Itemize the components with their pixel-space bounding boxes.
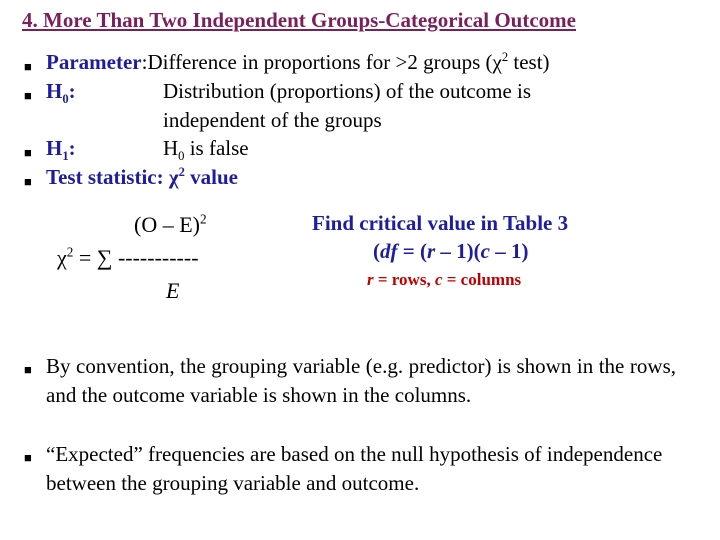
h0-label xyxy=(46,79,76,107)
rows-columns-note xyxy=(367,270,521,290)
test-statistic-label: Test statistic: xyxy=(46,165,164,189)
critical-value-heading: Find critical value in Table 3 xyxy=(312,211,569,235)
note-convention: By convention, the grouping variable (e.g. predictor) is shown in the rows, and the outcome variable is shown in the columns. xyxy=(46,354,676,407)
parameter-line xyxy=(46,50,550,75)
h1-text xyxy=(163,136,249,164)
degrees-of-freedom xyxy=(373,239,528,264)
h1-label xyxy=(46,136,76,164)
parameter-label: Parameter xyxy=(46,50,142,74)
h0-text-line1: Distribution (proportions) of the outcome is xyxy=(163,79,532,103)
chi-symbol: χ xyxy=(492,50,502,74)
test-statistic-line xyxy=(46,165,238,190)
test-statistic-value: value xyxy=(184,165,238,189)
rows-r: r xyxy=(367,270,374,289)
test-statistic-chi: χ xyxy=(168,165,179,189)
h1-colon: : xyxy=(68,136,76,160)
h0-letter: H xyxy=(46,79,63,103)
df-end: – 1) xyxy=(489,239,529,263)
h1-text-rest: is false xyxy=(184,136,249,160)
bullet-icon: ■ xyxy=(24,450,32,465)
df-mid: = ( xyxy=(397,239,427,263)
bullet-icon: ■ xyxy=(24,174,32,189)
test-statistic-superscript: 2 xyxy=(178,165,185,179)
bullet-icon: ■ xyxy=(24,59,32,74)
h1-subscript: 1 xyxy=(62,149,69,164)
formula-numerator-text: (O – E) xyxy=(134,212,200,237)
parameter-colon: : xyxy=(141,50,148,74)
df-open: ( xyxy=(373,239,380,263)
slide-title: 4. More Than Two Independent Groups-Categorical Outcome xyxy=(22,8,576,32)
h1-text-subscript: 0 xyxy=(178,149,185,164)
df-symbol: df xyxy=(380,239,398,263)
cols-c: c xyxy=(434,270,443,289)
formula-sum: = ∑ ----------- xyxy=(73,245,199,270)
formula-numerator-superscript: 2 xyxy=(199,211,207,227)
formula-chi: χ xyxy=(57,245,67,270)
formula-denominator: E xyxy=(166,278,180,303)
parameter-text-a: Difference in proportions for >2 groups ( xyxy=(147,50,493,74)
df-mid2: – 1)( xyxy=(435,239,481,263)
h1-text-h: H xyxy=(163,136,179,160)
formula-main-line xyxy=(57,245,199,271)
bullet-icon: ■ xyxy=(24,145,32,160)
h1-letter: H xyxy=(46,136,63,160)
formula-chi-superscript: 2 xyxy=(66,244,74,260)
h0-colon: : xyxy=(68,79,76,103)
h0-text-line2: independent of the groups xyxy=(163,108,382,132)
df-r: r xyxy=(426,239,436,263)
bullet-icon: ■ xyxy=(24,88,32,103)
h0-subscript: 0 xyxy=(62,92,69,107)
note-expected: “Expected” frequencies are based on the null hypothesis of independence between the grouping variable and outcome. xyxy=(46,442,663,495)
rows-text: = rows, xyxy=(373,270,435,289)
chi-superscript: 2 xyxy=(501,50,509,64)
formula-numerator xyxy=(134,212,207,238)
cols-text: = columns xyxy=(442,270,522,289)
df-c: c xyxy=(480,239,490,263)
bullet-icon: ■ xyxy=(24,362,32,377)
parameter-text-b: test) xyxy=(508,50,550,74)
